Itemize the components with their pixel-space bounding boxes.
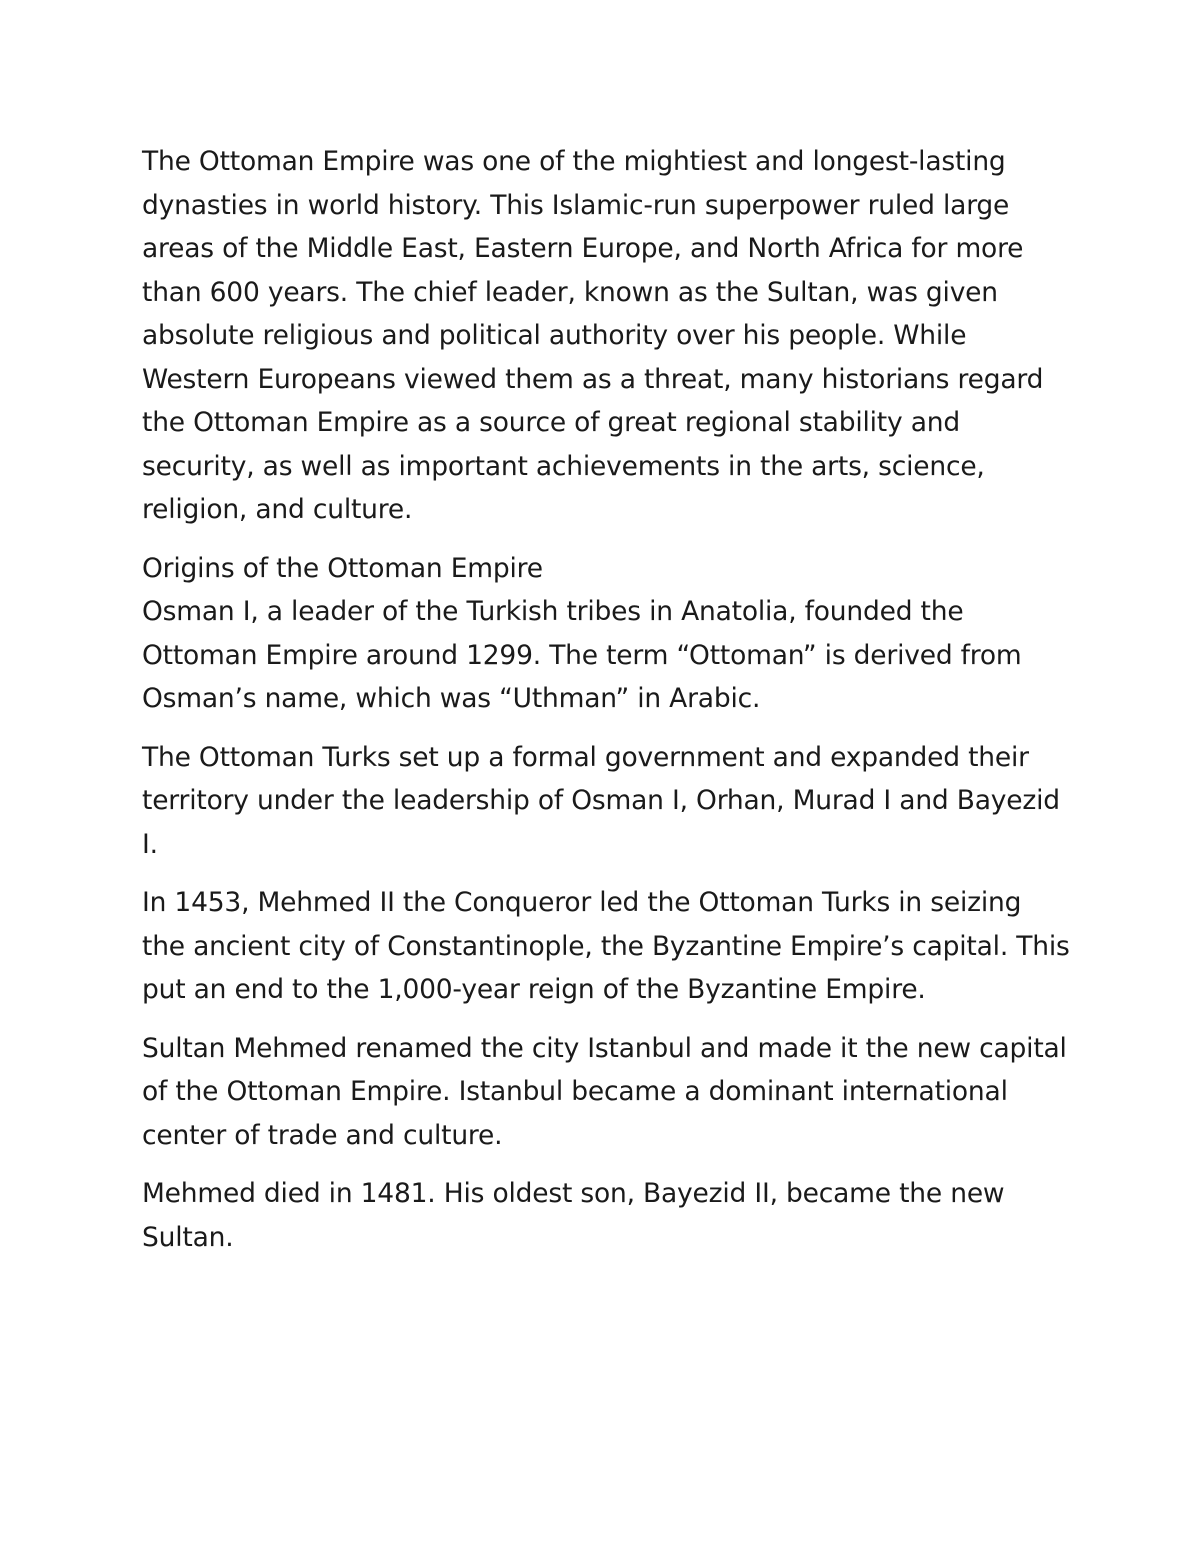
paragraph: Sultan Mehmed renamed the city Istanbul and made it the new capital of the Ottoman Empire. Istanbul became a dominant international center of trade and culture.: [142, 1032, 1067, 1151]
document-body: [142, 140, 1072, 1274]
section-heading: Origins of the Ottoman Empire: [142, 552, 543, 584]
paragraph: The Ottoman Turks set up a formal government and expanded their territory under the leadership of Osman I, Orhan, Murad I and Bayezid I.: [142, 741, 1060, 860]
paragraph: In 1453, Mehmed II the Conqueror led the Ottoman Turks in seizing the ancient city of Constantinople, the Byzantine Empire’s capital. This put an end to the 1,000-year reign of the Byzantine Empire.: [142, 887, 1070, 1005]
paragraph: Mehmed died in 1481. His oldest son, Bayezid II, became the new Sultan.: [142, 1178, 1005, 1253]
paragraph: Osman I, a leader of the Turkish tribes in Anatolia, founded the Ottoman Empire around 1299. The term “Ottoman” is derived from Osman’s name, which was “Uthman” in Arabic.: [142, 596, 1022, 714]
intro-paragraph: The Ottoman Empire was one of the mightiest and longest-lasting dynasties in world history. This Islamic-run superpower ruled large areas of the Middle East, Eastern Europe, and North Africa for more than 600 years. The chief leader, known as the Sultan, was given absolute religious and political authority over his people. While Western Europeans viewed them as a threat, many historians regard the Ottoman Empire as a source of great regional stability and security, as well as important achievements in the arts, science, religion, and culture.: [142, 146, 1044, 525]
